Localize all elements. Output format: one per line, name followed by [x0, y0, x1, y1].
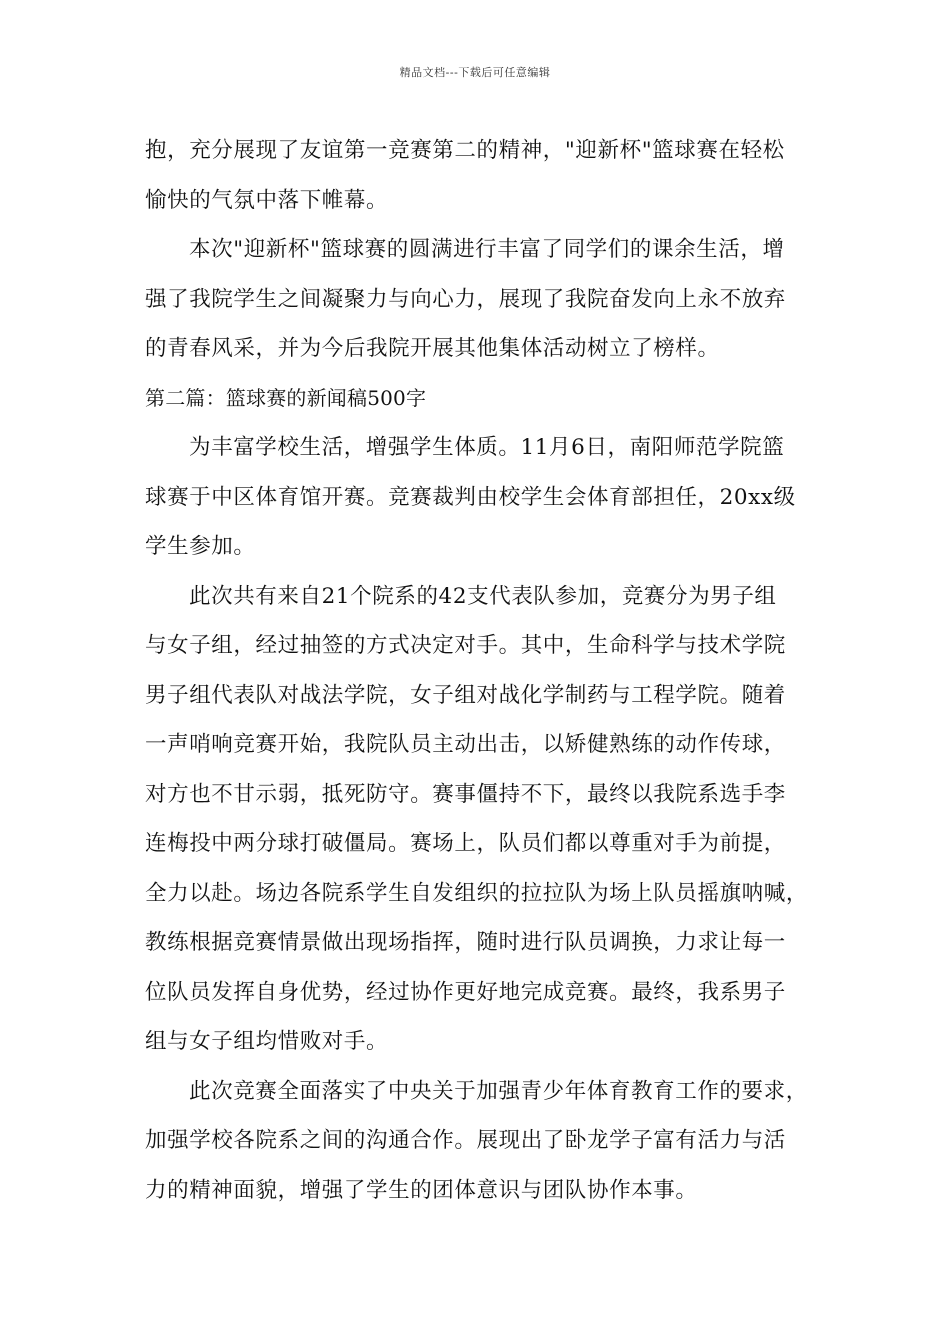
text-line: 本次"迎新杯"篮球赛的圆满进行丰富了同学们的课余生活，增 — [189, 237, 785, 262]
text-line: 此次共有来自21个院系的42支代表队参加，竞赛分为男子组 — [189, 583, 777, 609]
text-line: 男子组代表队对战法学院，女子组对战化学制药与工程学院。随着 — [145, 682, 786, 708]
text-line: 对方也不甘示弱，抵死防守。赛事僵持不下，最终以我院系选手李 — [145, 781, 786, 807]
text-line: 此次竞赛全面落实了中央关于加强青少年体育教育工作的要求， — [189, 1078, 808, 1104]
page-header: 精品文档---下载后可任意编辑 — [399, 66, 551, 79]
text-line: 连梅投中两分球打破僵局。赛场上，队员们都以尊重对手为前提， — [145, 831, 786, 856]
text-line: 抱，充分展现了友谊第一竞赛第二的精神，"迎新杯"篮球赛在轻松 — [145, 138, 785, 163]
text-line: 为丰富学校生活，增强学生体质。11月6日，南阳师范学院篮 — [189, 435, 785, 460]
text-line: 力的精神面貌，增强了学生的团体意识与团队协作本事。 — [145, 1177, 698, 1203]
document-body — [145, 126, 809, 1215]
text-line: 全力以赴。场边各院系学生自发组织的拉拉队为场上队员摇旗呐喊， — [145, 880, 809, 906]
text-line: 教练根据竞赛情景做出现场指挥，随时进行队员调换，力求让每一 — [145, 930, 786, 955]
text-line: 学生参加。 — [145, 534, 256, 559]
text-line: 一声哨响竞赛开始，我院队员主动出击，以矫健熟练的动作传球， — [145, 732, 786, 757]
text-line: 的青春风采，并为今后我院开展其他集体活动树立了榜样。 — [145, 336, 720, 361]
text-line: 位队员发挥自身优势，经过协作更好地完成竞赛。最终，我系男子 — [145, 979, 786, 1005]
text-line: 与女子组，经过抽签的方式决定对手。其中，生命科学与技术学院 — [145, 633, 786, 658]
text-line: 组与女子组均惜败对手。 — [145, 1029, 389, 1054]
text-line: 强了我院学生之间凝聚力与向心力，展现了我院奋发向上永不放弃 — [145, 286, 786, 312]
section-heading: 第二篇：篮球赛的新闻稿500字 — [145, 385, 427, 410]
text-line: 球赛于中区体育馆开赛。竞赛裁判由校学生会体育部担任，20xx级 — [145, 484, 796, 510]
text-line: 加强学校各院系之间的沟通合作。展现出了卧龙学子富有活力与活 — [145, 1128, 786, 1153]
text-line: 愉快的气氛中落下帷幕。 — [145, 187, 389, 213]
